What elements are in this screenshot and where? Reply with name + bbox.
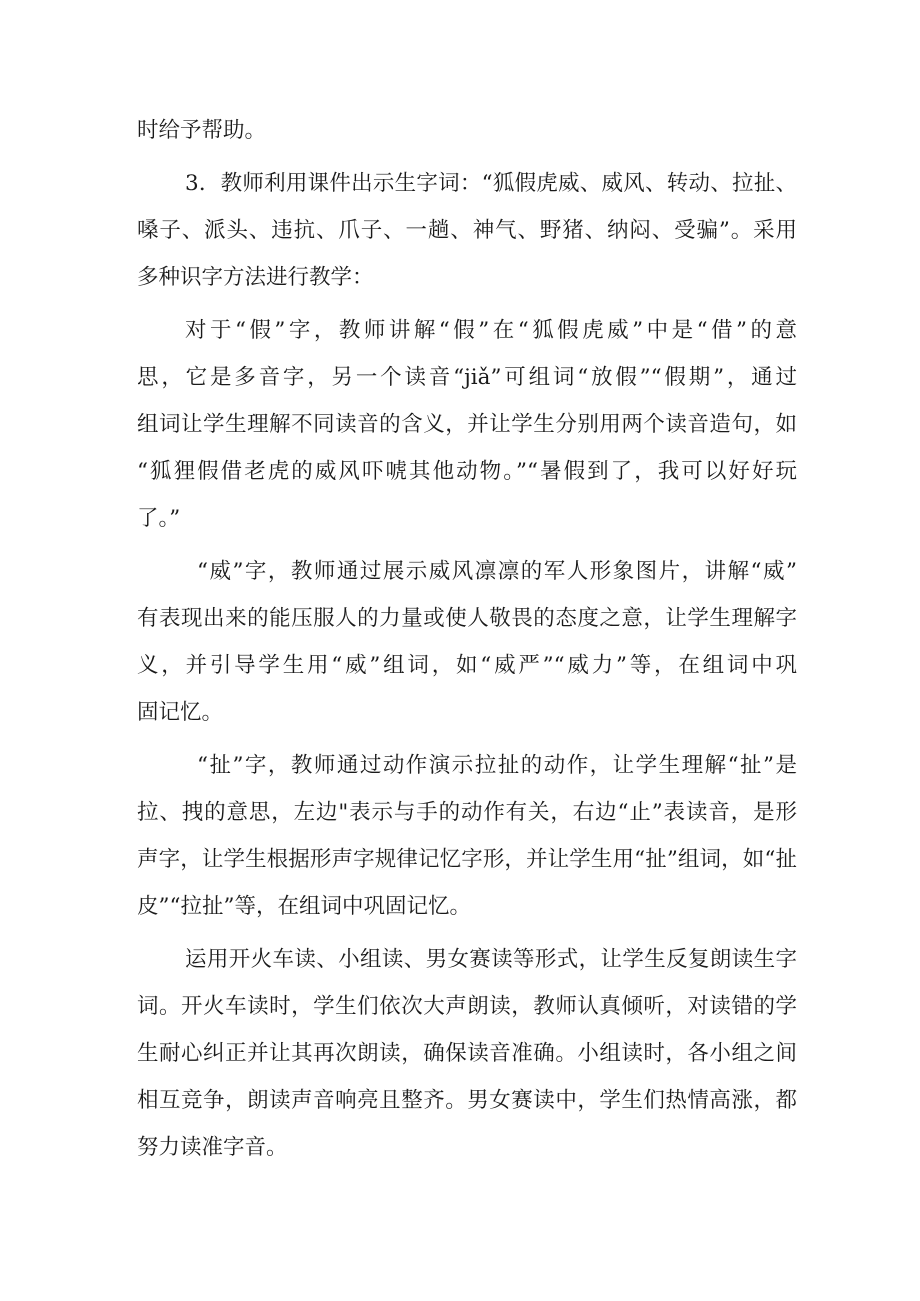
paragraph-line: 运用开火车读、小组读、男女赛读等形式，让学生反复朗读生字	[185, 947, 797, 972]
paragraph-line: 生耐心纠正并让其再次朗读，确保读音准确。小组读时，各小组之间	[137, 1041, 797, 1066]
paragraph-line: 组词让学生理解不同读音的含义，并让学生分别用两个读音造句，如	[137, 412, 797, 437]
paragraph-line: 固记忆。	[137, 700, 224, 725]
paragraph-line: 思，它是多音字，另一个读音“jiǎ”可组词“放假”“假期”，通过	[137, 365, 797, 390]
paragraph-line: 声字，让学生根据形声字规律记忆字形，并让学生用“扯”组词，如“扯	[137, 847, 797, 872]
paragraph-line: 对于“假”字，教师讲解“假”在“狐假虎威”中是“借”的意	[185, 318, 797, 343]
paragraph-line: 相互竞争，朗读声音响亮且整齐。男女赛读中，学生们热情高涨，都	[137, 1088, 797, 1113]
paragraph-line: “威”字，教师通过展示威风凛凛的军人形象图片，讲解“威”	[197, 559, 797, 584]
paragraph-line: 嗓子、派头、违抗、爪子、一趟、神气、野猪、纳闷、受骗”。采用	[137, 218, 797, 243]
paragraph-line: “狐狸假借老虎的威风吓唬其他动物。”“暑假到了，我可以好好玩	[137, 459, 797, 484]
paragraph-line: 皮”“拉扯”等，在组词中巩固记忆。	[137, 894, 471, 919]
paragraph-line: 义，并引导学生用“威”组词，如“威严”“威力”等，在组词中巩	[137, 653, 797, 678]
paragraph-line: 努力读准字音。	[137, 1135, 288, 1160]
paragraph-line: 了。”	[137, 506, 181, 531]
paragraph-line: 词。开火车读时，学生们依次大声朗读，教师认真倾听，对读错的学	[137, 994, 797, 1019]
paragraph-line: 时给予帮助。	[137, 118, 267, 143]
paragraph-line: 3．教师利用课件出示生字词：“狐假虎威、威风、转动、拉扯、	[185, 171, 797, 196]
paragraph-line: “扯”字，教师通过动作演示拉扯的动作，让学生理解“扯”是	[197, 753, 797, 778]
paragraph-line: 多种识字方法进行教学：	[137, 265, 374, 290]
paragraph-line: 拉、拽的意思，左边"表示与手的动作有关，右边“止”表读音，是形	[137, 800, 797, 825]
paragraph-line: 有表现出来的能压服人的力量或使人敬畏的态度之意，让学生理解字	[137, 606, 797, 631]
